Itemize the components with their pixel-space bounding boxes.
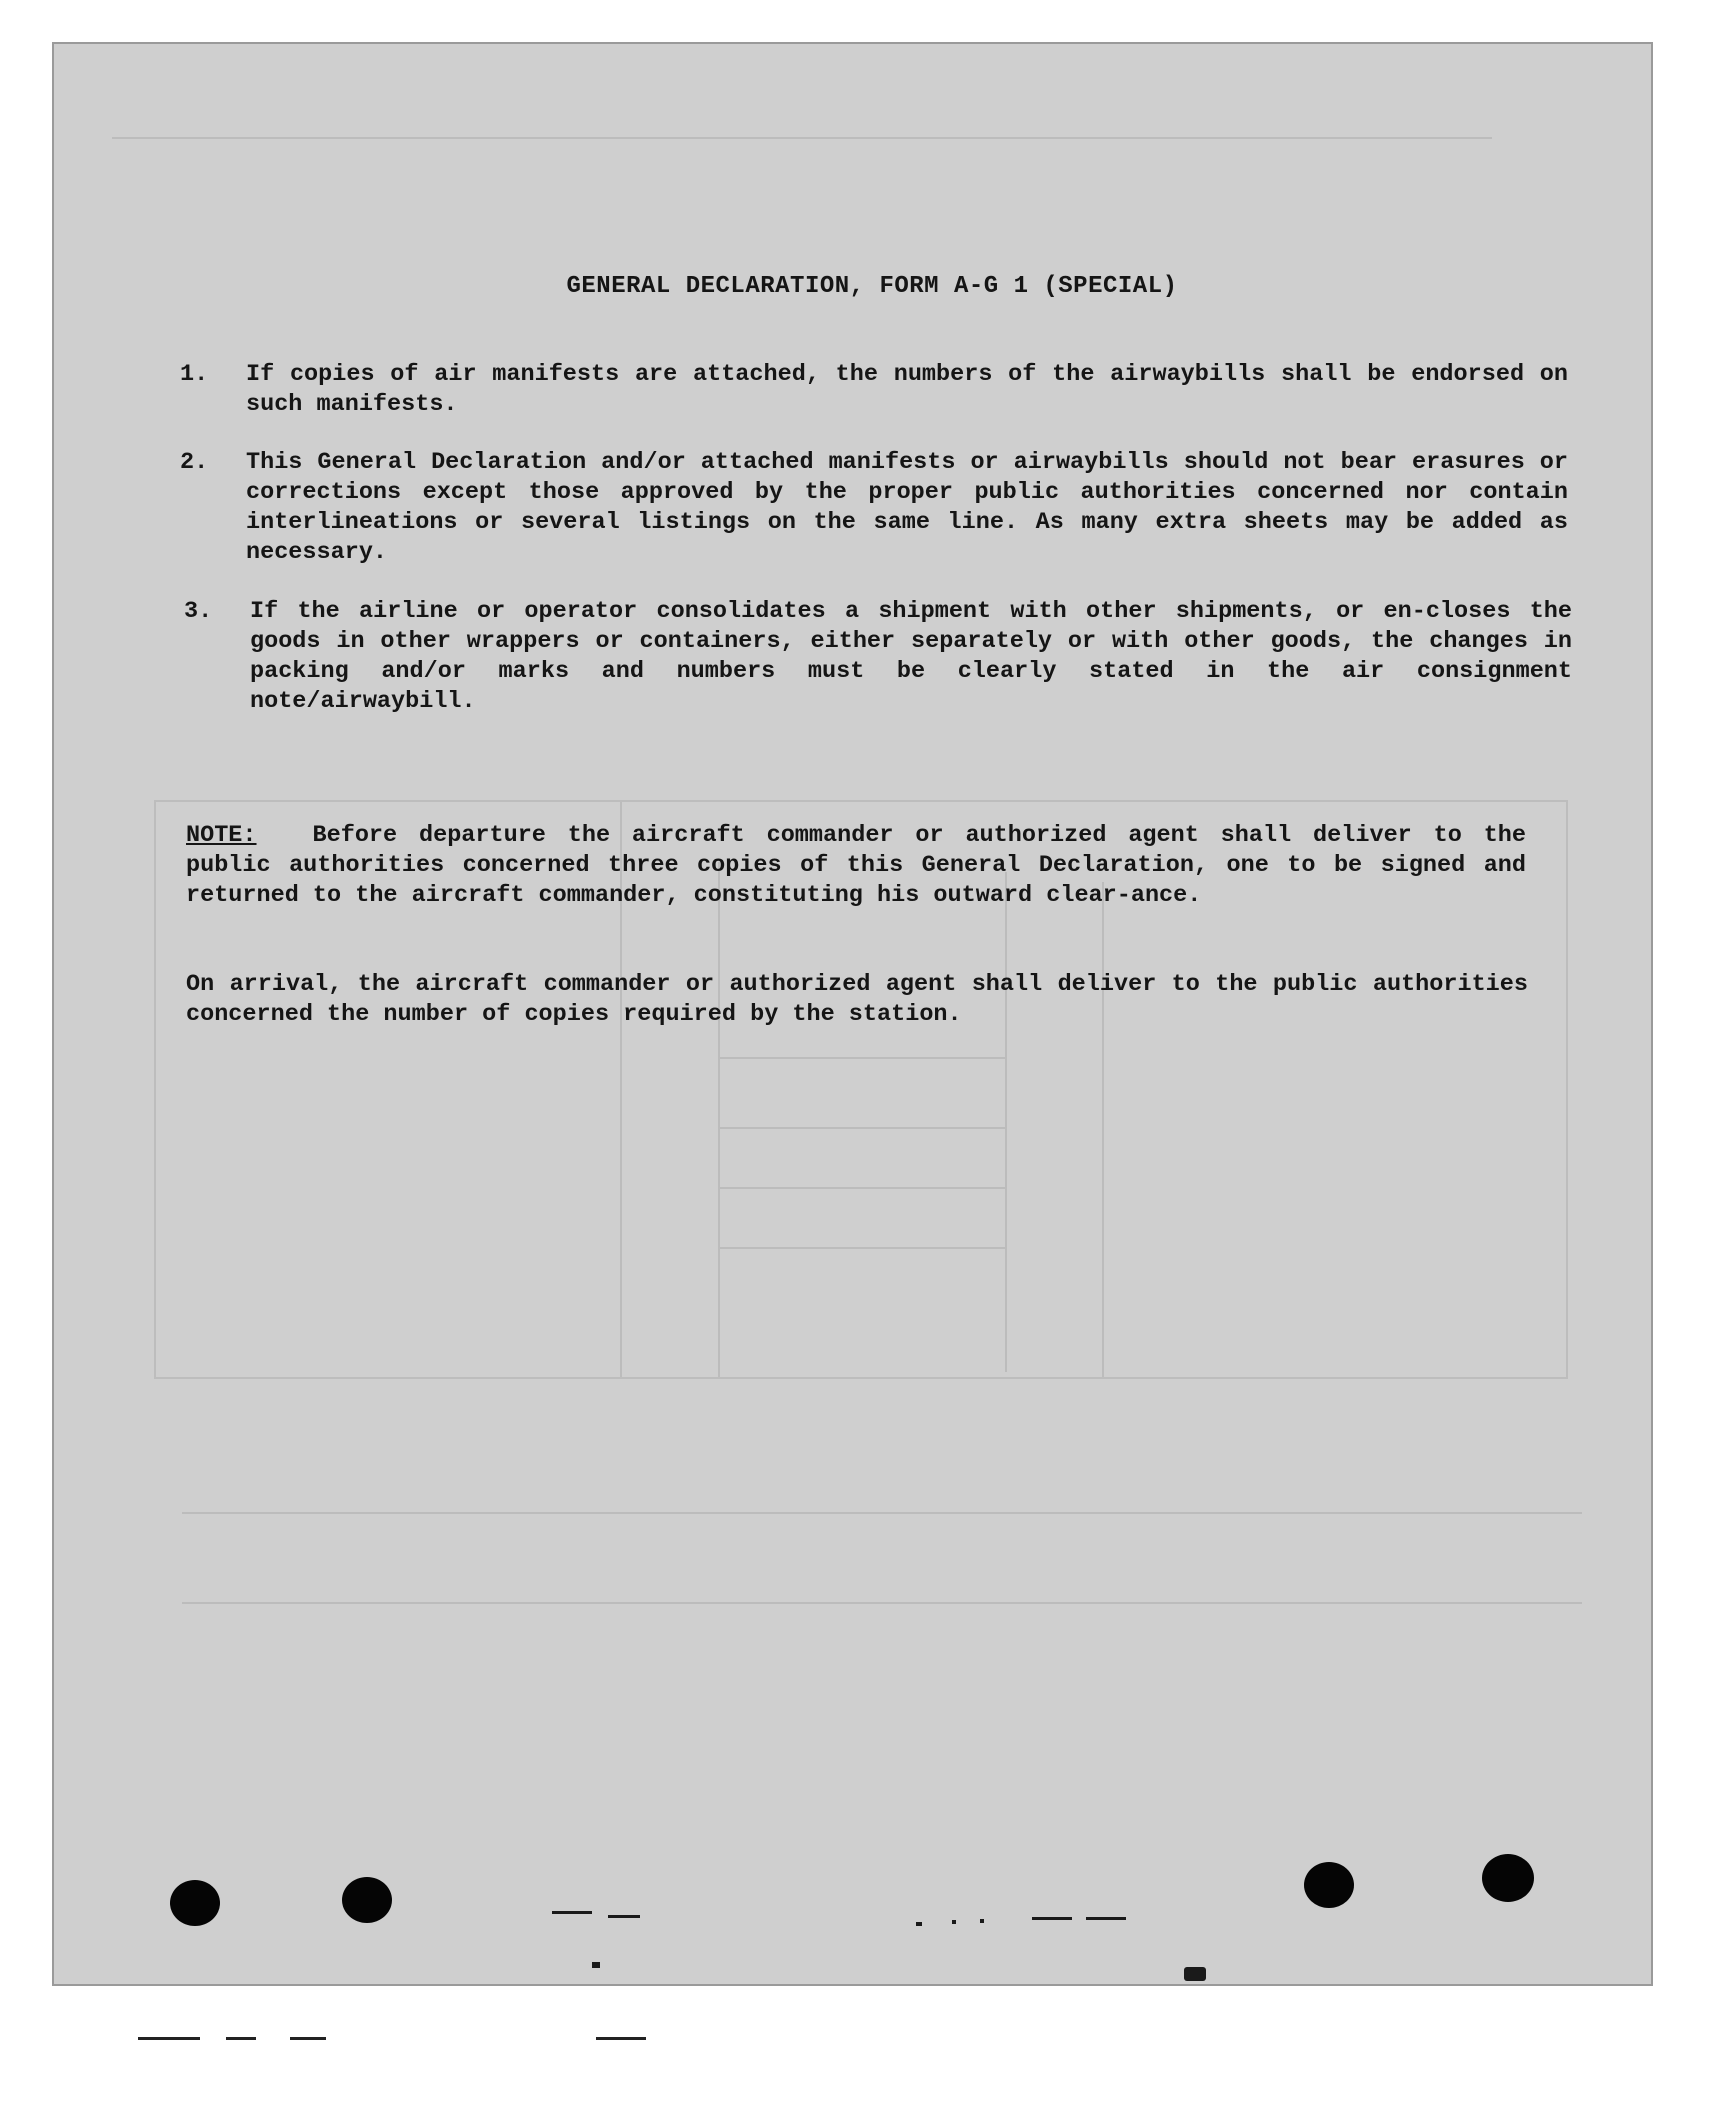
punch-hole — [1482, 1854, 1534, 1902]
punch-hole — [170, 1880, 220, 1926]
bleed-through-line — [1005, 872, 1007, 1372]
stray-mark — [592, 1962, 600, 1968]
item-text: If the airline or operator consolidates a shipment with other shipments, or en-closes the goods in other wrappers or containers, either separately or with other goods, the changes in packing and/or marks and numbers must be clearly stated in the air consignment note/airwaybill. — [250, 598, 1572, 715]
note-label: NOTE: — [186, 822, 257, 849]
bleed-through-line — [718, 862, 720, 1377]
arrival-paragraph: On arrival, the aircraft commander or authorized agent shall deliver to the public authorities concerned the number of copies required by the station. — [186, 971, 1528, 1028]
punch-hole — [1304, 1862, 1354, 1908]
stray-mark — [1184, 1967, 1206, 1981]
note-text: Before departure the aircraft commander or authorized agent shall deliver to the public authorities concerned three copies of this General Declaration, one to be signed and returned to the aircraft commander, constituting his outward clear-ance. — [186, 822, 1526, 909]
stray-mark — [1086, 1917, 1126, 1920]
stray-mark — [980, 1919, 984, 1923]
stray-mark — [916, 1922, 922, 1926]
bleed-through-line — [718, 1247, 1006, 1249]
note-paragraph — [186, 821, 1526, 911]
document-page — [52, 42, 1653, 1986]
bleed-through-line — [182, 1512, 1582, 1514]
item-number: 1. — [180, 361, 209, 388]
bleed-through-line — [182, 1602, 1582, 1604]
margin-dash — [138, 2037, 200, 2040]
bleed-through-line — [1102, 882, 1104, 1377]
stray-mark — [1032, 1917, 1072, 1920]
punch-hole — [342, 1877, 392, 1923]
item-text: This General Declaration and/or attached manifests or airwaybills should not bear erasures or corrections except those approved by the proper public authorities concerned nor contain interlineations or several listings on the same line. As many extra sheets may be added as necessary. — [246, 449, 1568, 566]
item-number: 2. — [180, 449, 209, 476]
bleed-through-line — [718, 1187, 1006, 1189]
stray-mark — [608, 1915, 640, 1918]
bleed-through-line — [718, 1057, 1006, 1059]
margin-dash — [596, 2037, 646, 2040]
item-number: 3. — [184, 598, 213, 625]
bleed-through-line — [718, 1127, 1006, 1129]
document-title: GENERAL DECLARATION, FORM A-G 1 (SPECIAL) — [566, 273, 1178, 300]
margin-dash — [226, 2037, 256, 2040]
item-text: If copies of air manifests are attached, the numbers of the airwaybills shall be endorsed on such manifests. — [246, 361, 1568, 418]
bleed-through-line — [112, 137, 1492, 139]
stray-mark — [952, 1920, 956, 1924]
stray-mark — [552, 1911, 592, 1914]
margin-dash — [290, 2037, 326, 2040]
